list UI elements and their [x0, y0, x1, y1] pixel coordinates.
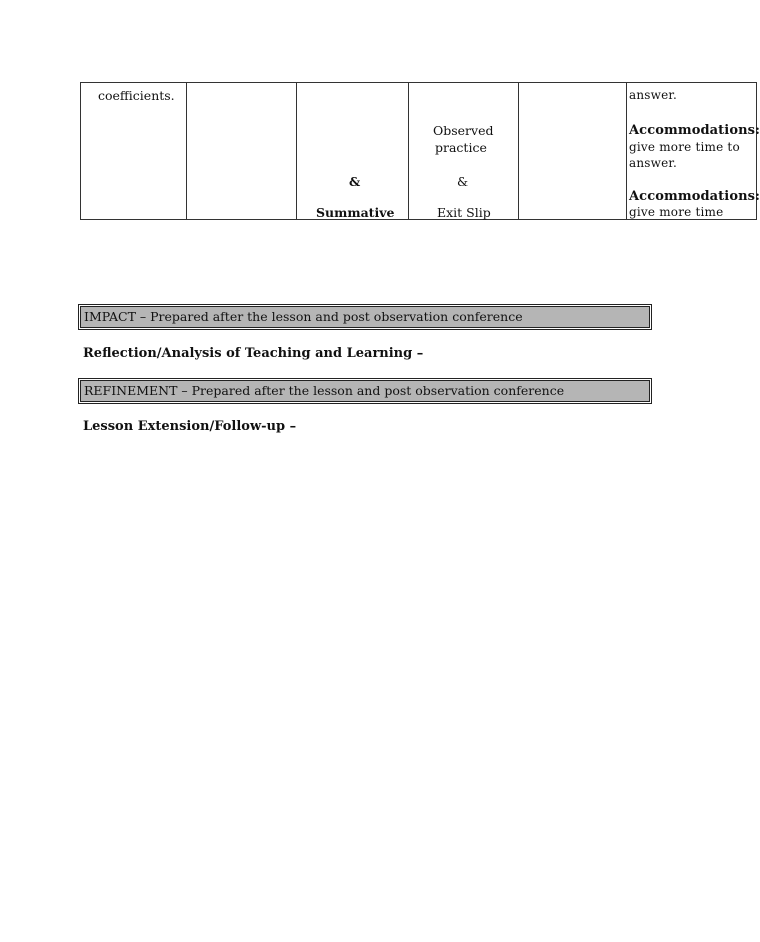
assessment-amp: & [349, 174, 361, 189]
exit-slip-text: Exit Slip [437, 205, 491, 220]
table-cell-assessment-type [297, 83, 409, 220]
table-cell-objective [81, 83, 187, 220]
refinement-bar: REFINEMENT – Prepared after the lesson and post observation conference [80, 380, 650, 402]
summative-label: Summative [316, 205, 395, 220]
table-cell-empty-1 [187, 83, 297, 220]
answer-text: answer. [629, 88, 678, 102]
impact-bar: IMPACT – Prepared after the lesson and post observation conference [80, 306, 650, 328]
reflection-heading: Reflection/Analysis of Teaching and Learning – [83, 346, 424, 361]
extension-heading: Lesson Extension/Follow-up – [83, 419, 297, 434]
accommodations-title-1: Accommodations: [629, 123, 760, 138]
accommodations-text-2: give more time [629, 205, 724, 219]
observed-text: Observed [433, 123, 494, 138]
method-amp: & [457, 174, 469, 189]
practice-text: practice [435, 140, 487, 155]
accommodations-text-1b: answer. [629, 156, 678, 170]
accommodations-title-2: Accommodations: [629, 189, 760, 204]
table-cell-empty-2 [519, 83, 627, 220]
lesson-plan-table [80, 82, 760, 220]
objective-text: coefficients. [98, 88, 175, 103]
table-cell-assessment-method [409, 83, 519, 220]
accommodations-text-1a: give more time to [629, 140, 740, 154]
table-cell-accommodations [627, 83, 760, 220]
